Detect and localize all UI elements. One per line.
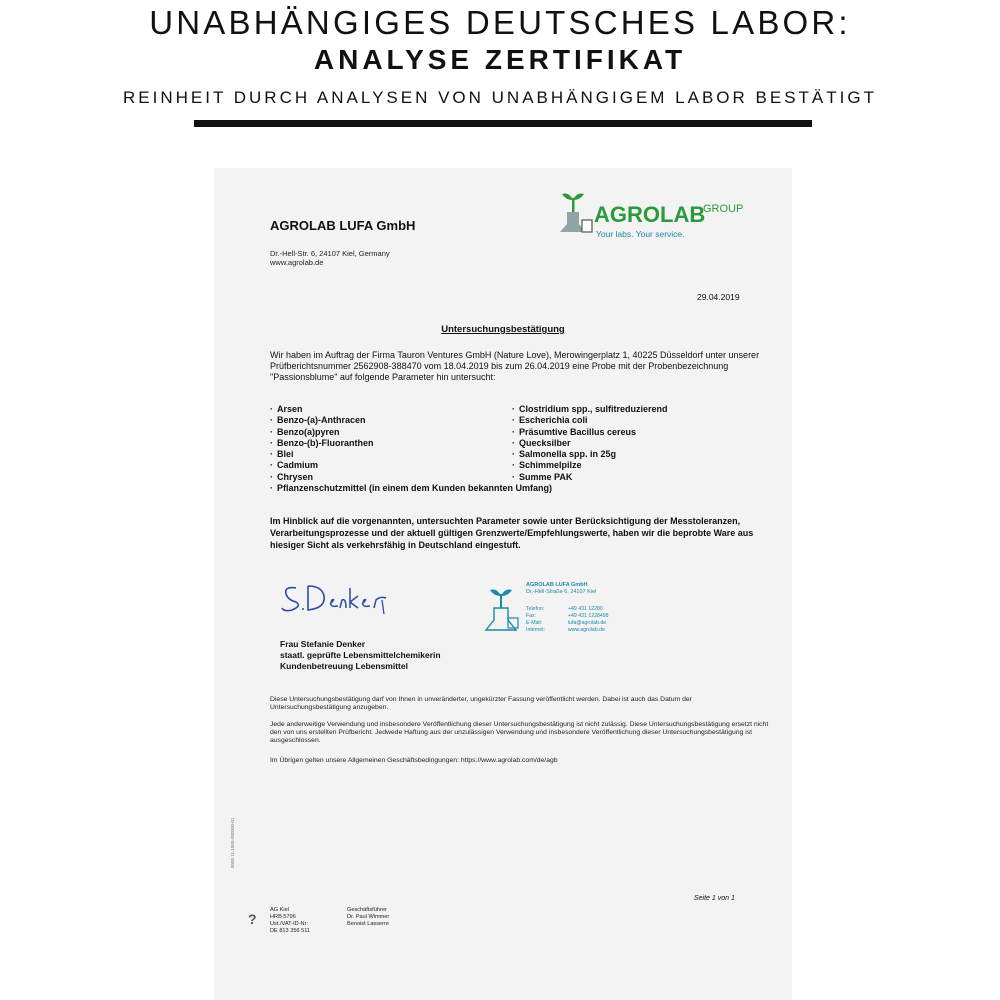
- list-item: · Salmonella spp. in 25g: [512, 449, 668, 460]
- list-item: · Arsen: [270, 404, 552, 415]
- signer-name: Frau Stefanie Denker: [280, 639, 366, 649]
- intro-paragraph: Wir haben im Auftrag der Firma Tauron Ventures GmbH (Nature Love), Merowingerplatz 1, 40225 Düsseldorf unter unserer Prüfberichtsnummer 2562908-388470 vom 18.04.2019 bis zum 26.04.2019 eine Probe mit der Probenbezeichnung "Passionsblume" auf folgende Parameter hin untersucht:: [270, 350, 760, 383]
- stamp-label: Internet:: [526, 627, 546, 633]
- header-line-1: UNABHÄNGIGES DEUTSCHES LABOR:: [149, 4, 851, 41]
- stamp-label: Telefon:: [526, 606, 545, 612]
- list-item: · Schimmelpilze: [512, 460, 668, 471]
- logo-name: AGROLAB: [594, 202, 706, 227]
- stamp-row: [526, 620, 610, 627]
- footer-line: Ust./VAT-ID-Nr:: [270, 921, 309, 927]
- header-line-3: REINHEIT DURCH ANALYSEN VON UNABHÄNGIGEM LABOR BESTÄTIGT: [123, 88, 877, 107]
- list-item: · Benzo(a)pyren: [270, 427, 552, 438]
- stamp-value: www.agrolab.de: [568, 627, 605, 633]
- list-item: · Benzo-(b)-Fluoranthen: [270, 438, 552, 449]
- footer-line: Dr. Paul Wimmer: [347, 914, 390, 920]
- company-address: [270, 249, 390, 267]
- stamp-value: lufa@agrolab.de: [568, 620, 607, 626]
- vertical-code: 0000 11-1000-000000-01: [230, 817, 235, 868]
- list-item: · Präsumtive Bacillus cereus: [512, 427, 668, 438]
- signer-department: Kundenbetreuung Lebensmittel: [280, 661, 408, 671]
- disclaimer-3: Im Übrigen gelten unsere Allgemeinen Geschäftsbedingungen: https://www.agrolab.com/de/agb: [270, 757, 558, 764]
- company-stamp: [482, 580, 622, 640]
- accreditation-icon: ?: [248, 911, 257, 927]
- stamp-row: [526, 606, 610, 613]
- list-item: · Quecksilber: [512, 438, 668, 449]
- list-item: · Pflanzenschutzmittel (in einem dem Kunden bekannten Umfang): [270, 483, 552, 494]
- disclaimer-1: Diese Untersuchungsbestätigung darf von Ihnen in unveränderter, ungekürzter Fassung veröffentlicht werden. Dabei ist auch das Datum der Untersuchungsbestätigung anzugeben.: [270, 696, 692, 712]
- header-line-2: ANALYSE ZERTIFIKAT: [313, 44, 687, 75]
- list-item: · Blei: [270, 449, 552, 460]
- footer-line: DE 813 356 511: [270, 928, 311, 934]
- conclusion-paragraph: Im Hinblick auf die vorgenannten, untersuchten Parameter sowie unter Berücksichtigung der Messtoleranzen, Verarbeitungsprozesse und der aktuell gültigen Grenzwerte/Empfehlungswerte, haben wir die beprobte Ware aus hiesiger Sicht als verkehrsfähig in Deutschland eingestuft.: [270, 516, 754, 550]
- page-number: Seite 1 von 1: [694, 895, 735, 902]
- list-item: · Escherichia coli: [512, 415, 668, 426]
- parameter-column-1: [270, 404, 552, 494]
- footer-line: Geschäftsführer: [347, 907, 387, 913]
- disclaimer-2: Jede anderweitige Verwendung und insbesondere Veröffentlichung dieser Untersuchungsbestätigung ist nicht zulässig. Diese Untersuchungsbestätigung ersetzt nicht den von uns erstellten Prüfbericht. Jedwede Haftung aus der unzulässigen Verwendung und insbesondere Veröffentlichung dieser Untersuchungsbestätigung ist ausgeschlossen.: [270, 721, 769, 745]
- agrolab-logo: [558, 190, 758, 254]
- stamp-row: [526, 613, 610, 620]
- footer-line: Benoist Lasserre: [347, 921, 389, 927]
- stamp-label: Fax:: [526, 613, 537, 619]
- letter-title: Untersuchungsbestätigung: [441, 324, 565, 335]
- list-item: · Benzo-(a)-Anthracen: [270, 415, 552, 426]
- address-line-1: Dr.-Hell-Str. 6, 24107 Kiel, Germany: [270, 249, 390, 258]
- header-divider: [194, 120, 812, 127]
- stamp-company: AGROLAB LUFA GmbH: [526, 582, 588, 588]
- list-item: · Cadmium: [270, 460, 552, 471]
- stamp-address: Dr.-Hell-Straße 6, 24107 Kiel: [526, 589, 597, 596]
- stamp-label: E-Mail:: [526, 620, 543, 626]
- stamp-contacts: [526, 606, 610, 634]
- certificate-document: [214, 168, 792, 1000]
- agrolab-flask-icon: [560, 194, 592, 233]
- company-name: AGROLAB LUFA GmbH: [270, 218, 416, 233]
- list-item: · Summe PAK: [512, 472, 668, 483]
- logo-slogan: Your labs. Your service.: [596, 229, 685, 239]
- address-line-2: www.agrolab.de: [270, 258, 324, 267]
- signature: [278, 578, 408, 618]
- stamp-row: [526, 627, 610, 634]
- list-item: · Chrysen: [270, 472, 552, 483]
- stamp-header: [526, 582, 596, 596]
- letter-date: 29.04.2019: [697, 292, 740, 302]
- stamp-value: +49 431 12280: [568, 606, 603, 612]
- signer-title: staatl. geprüfte Lebensmittelchemikerin: [280, 650, 441, 660]
- list-item: · Clostridium spp., sulfitreduzierend: [512, 404, 668, 415]
- footer-management: [347, 907, 389, 928]
- logo-group: GROUP: [703, 203, 744, 215]
- parameter-column-2: [512, 404, 668, 483]
- stamp-value: +49 431 1228498: [568, 613, 609, 619]
- footer-line: HRB 5796: [270, 914, 296, 920]
- signer-block: [280, 639, 441, 672]
- stamp-flask-icon: [482, 584, 522, 636]
- footer-registry: [270, 907, 310, 935]
- footer-line: AG Kiel: [270, 907, 289, 913]
